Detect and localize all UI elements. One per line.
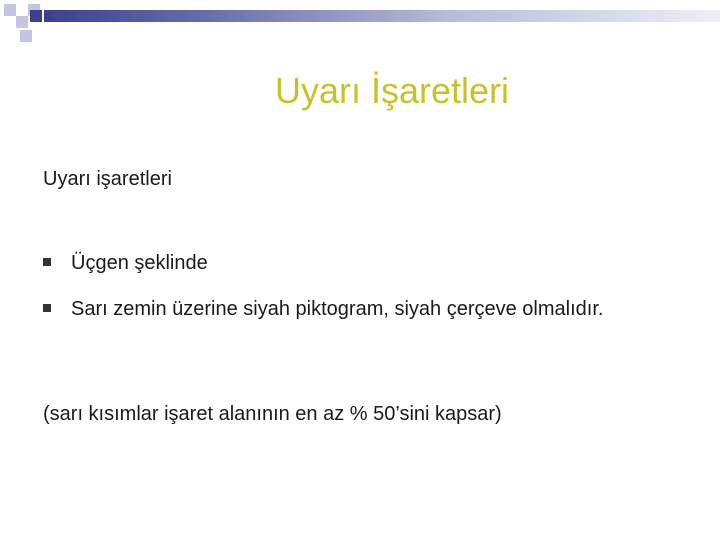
slide-note: (sarı kısımlar işaret alanının en az % 50’sini kapsar) xyxy=(43,403,502,425)
deco-square xyxy=(16,16,28,28)
bullet-list xyxy=(43,248,663,340)
deco-square xyxy=(20,30,32,42)
square-bullet-icon xyxy=(43,304,51,312)
bullet-item xyxy=(43,248,663,278)
deco-square xyxy=(4,4,16,16)
header-bar xyxy=(44,10,720,22)
bullet-text: Üçgen şeklinde xyxy=(71,252,208,274)
bullet-text: Sarı zemin üzerine siyah piktogram, siyah çerçeve olmalıdır. xyxy=(71,298,604,320)
header-decoration xyxy=(0,0,720,60)
slide-title: Uyarı İşaretleri xyxy=(274,70,510,111)
square-bullet-icon xyxy=(43,258,51,266)
slide-subtitle: Uyarı işaretleri xyxy=(43,168,172,190)
deco-square xyxy=(30,10,42,22)
bullet-item xyxy=(43,294,663,324)
